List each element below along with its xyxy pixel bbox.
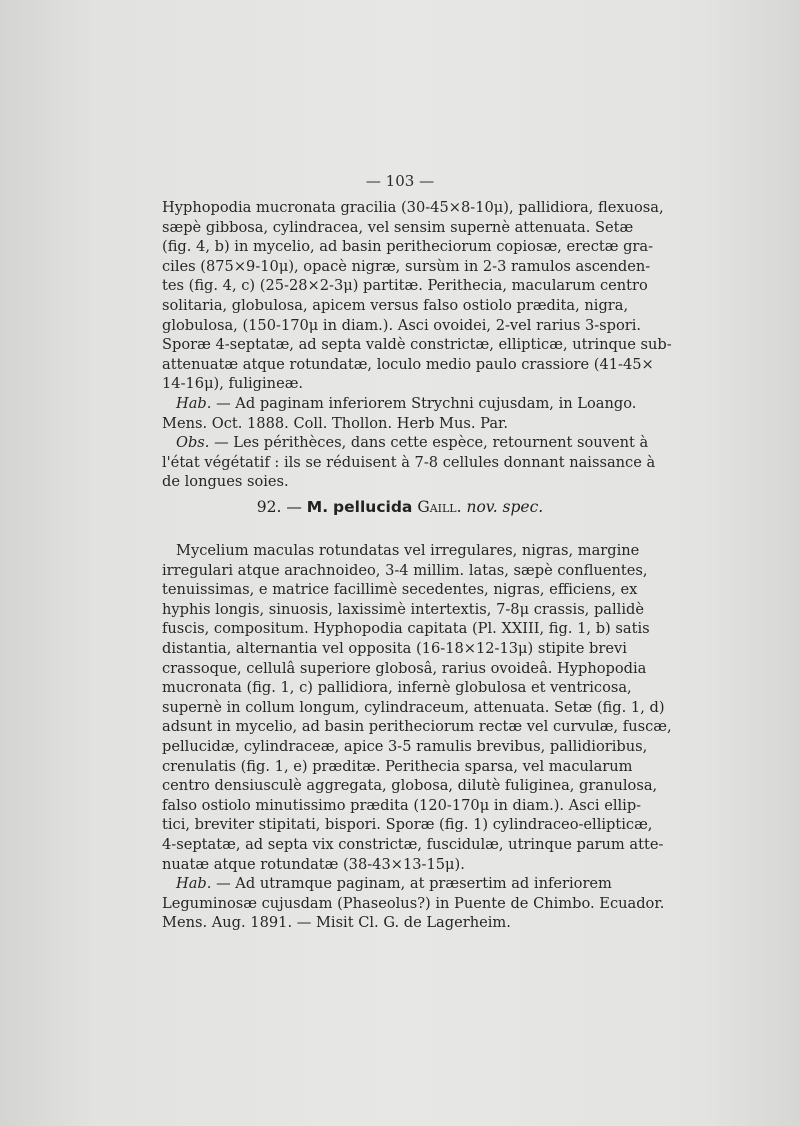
- text-line: Leguminosæ cujusdam (Phaseolus?) in Puente de Chimbo. Ecuador.: [162, 894, 665, 912]
- text-line: tes (fig. 4, c) (25-28×2-3μ) partitæ. Perithecia, macularum centro: [162, 277, 648, 295]
- text-line: (fig. 4, b) in mycelio, ad basin peritheciorum copiosæ, erectæ gra-: [162, 238, 654, 256]
- habitat-label: Hab.: [176, 394, 212, 412]
- observation-text: — Les périthèces, dans cette espèce, retournent souvent à: [214, 434, 649, 452]
- text-line: solitaria, globulosa, apicem versus falso ostiolo prædita, nigra,: [162, 296, 629, 314]
- text-line: crassoque, cellulâ superiore globosâ, rarius ovoideâ. Hyphopodia: [162, 659, 647, 677]
- page-number: — 103 —: [365, 172, 435, 190]
- habitat-paragraph-2: [162, 874, 665, 933]
- text-line: 14-16μ), fuligineæ.: [162, 375, 304, 393]
- text-line: adsunt in mycelio, ad basin peritheciorum rectæ vel curvulæ, fuscæ,: [162, 718, 672, 736]
- observation-paragraph: [162, 433, 656, 492]
- species-number: 92. —: [256, 498, 302, 516]
- description-paragraph-1: [162, 198, 672, 394]
- text-line: centro densiusculè aggregata, globosa, dilutè fuliginea, granulosa,: [162, 777, 658, 795]
- species-status: nov. spec.: [466, 498, 544, 516]
- text-line: tenuissimas, e matrice facillimè secedentes, nigras, efficiens, ex: [162, 581, 638, 599]
- text-line: tici, breviter stipitati, bispori. Sporæ (fig. 1) cylindraceo-ellipticæ,: [162, 816, 653, 834]
- species-epithet: pellucida: [333, 498, 413, 516]
- habitat-line: [162, 394, 637, 414]
- text-line: mucronata (fig. 1, c) pallidiora, infernè globulosa et ventricosa,: [162, 679, 632, 697]
- species-author: Gaill.: [417, 498, 462, 516]
- text-line: attenuatæ atque rotundatæ, loculo medio paulo crassiore (41-45×: [162, 355, 654, 373]
- text-line: distantia, alternantia vel opposita (16-18×12-13μ) stipite brevi: [162, 639, 627, 657]
- text-line: l'état végétatif : ils se réduisent à 7-8 cellules donnant naissance à: [162, 453, 656, 471]
- text-line: irregulari atque arachnoideo, 3-4 millim. latas, sæpè confluentes,: [162, 561, 648, 579]
- text-line: hyphis longis, sinuosis, laxissimè intertextis, 7-8μ crassis, pallidè: [162, 600, 644, 618]
- description-block-1: [162, 198, 672, 492]
- text-line: ciles (875×9-10μ), opacè nigræ, sursùm in 2-3 ramulos ascenden-: [162, 257, 651, 275]
- text-line: globulosa, (150-170μ in diam.). Asci ovoidei, 2-vel rarius 3-spori.: [162, 316, 642, 334]
- habitat-text: — Ad paginam inferiorem Strychni cujusdam, in Loango.: [216, 394, 637, 412]
- text-line: Mycelium maculas rotundatas vel irregulares, nigras, margine: [176, 542, 640, 559]
- text-line: falso ostiolo minutissimo prædita (120-170μ in diam.). Asci ellip-: [162, 796, 642, 814]
- observation-label: Obs.: [176, 434, 210, 452]
- text-line: nuatæ atque rotundatæ (38-43×13-15μ).: [162, 855, 465, 873]
- description-block-2: [162, 541, 672, 933]
- text-line: de longues soies.: [162, 473, 289, 491]
- text-line: sæpè gibbosa, cylindracea, vel sensim supernè attenuata. Setæ: [162, 218, 634, 236]
- text-line: Sporæ 4-septatæ, ad septa valdè constrictæ, ellipticæ, utrinque sub-: [162, 336, 672, 354]
- habitat-label: Hab.: [176, 875, 212, 893]
- habitat-text: — Ad utramque paginam, at præsertim ad inferiorem: [216, 875, 612, 893]
- text-line: Mens. Aug. 1891. — Misit Cl. G. de Lagerheim.: [162, 914, 511, 932]
- text-line: supernè in collum longum, cylindraceum, attenuata. Setæ (fig. 1, d): [162, 698, 665, 716]
- text-line: Mens. Oct. 1888. Coll. Thollon. Herb Mus. Par.: [162, 414, 509, 432]
- description-paragraph-2: [162, 541, 672, 874]
- text-line: 4-septatæ, ad septa vix constrictæ, fuscidulæ, utrinque parum atte-: [162, 835, 664, 853]
- species-genus: M.: [306, 498, 329, 516]
- text-line: pellucidæ, cylindraceæ, apice 3-5 ramulis brevibus, pallidioribus,: [162, 737, 648, 755]
- species-heading: [0, 498, 800, 516]
- text-line: fuscis, compositum. Hyphopodia capitata (Pl. XXIII, fig. 1, b) satis: [162, 620, 650, 638]
- habitat-paragraph-1: [162, 394, 637, 433]
- observation-line: [162, 433, 649, 453]
- habitat-line: [162, 874, 612, 894]
- text-line: crenulatis (fig. 1, e) præditæ. Perithecia sparsa, vel macularum: [162, 757, 633, 775]
- text-line: Hyphopodia mucronata gracilia (30-45×8-10μ), pallidiora, flexuosa,: [162, 199, 664, 216]
